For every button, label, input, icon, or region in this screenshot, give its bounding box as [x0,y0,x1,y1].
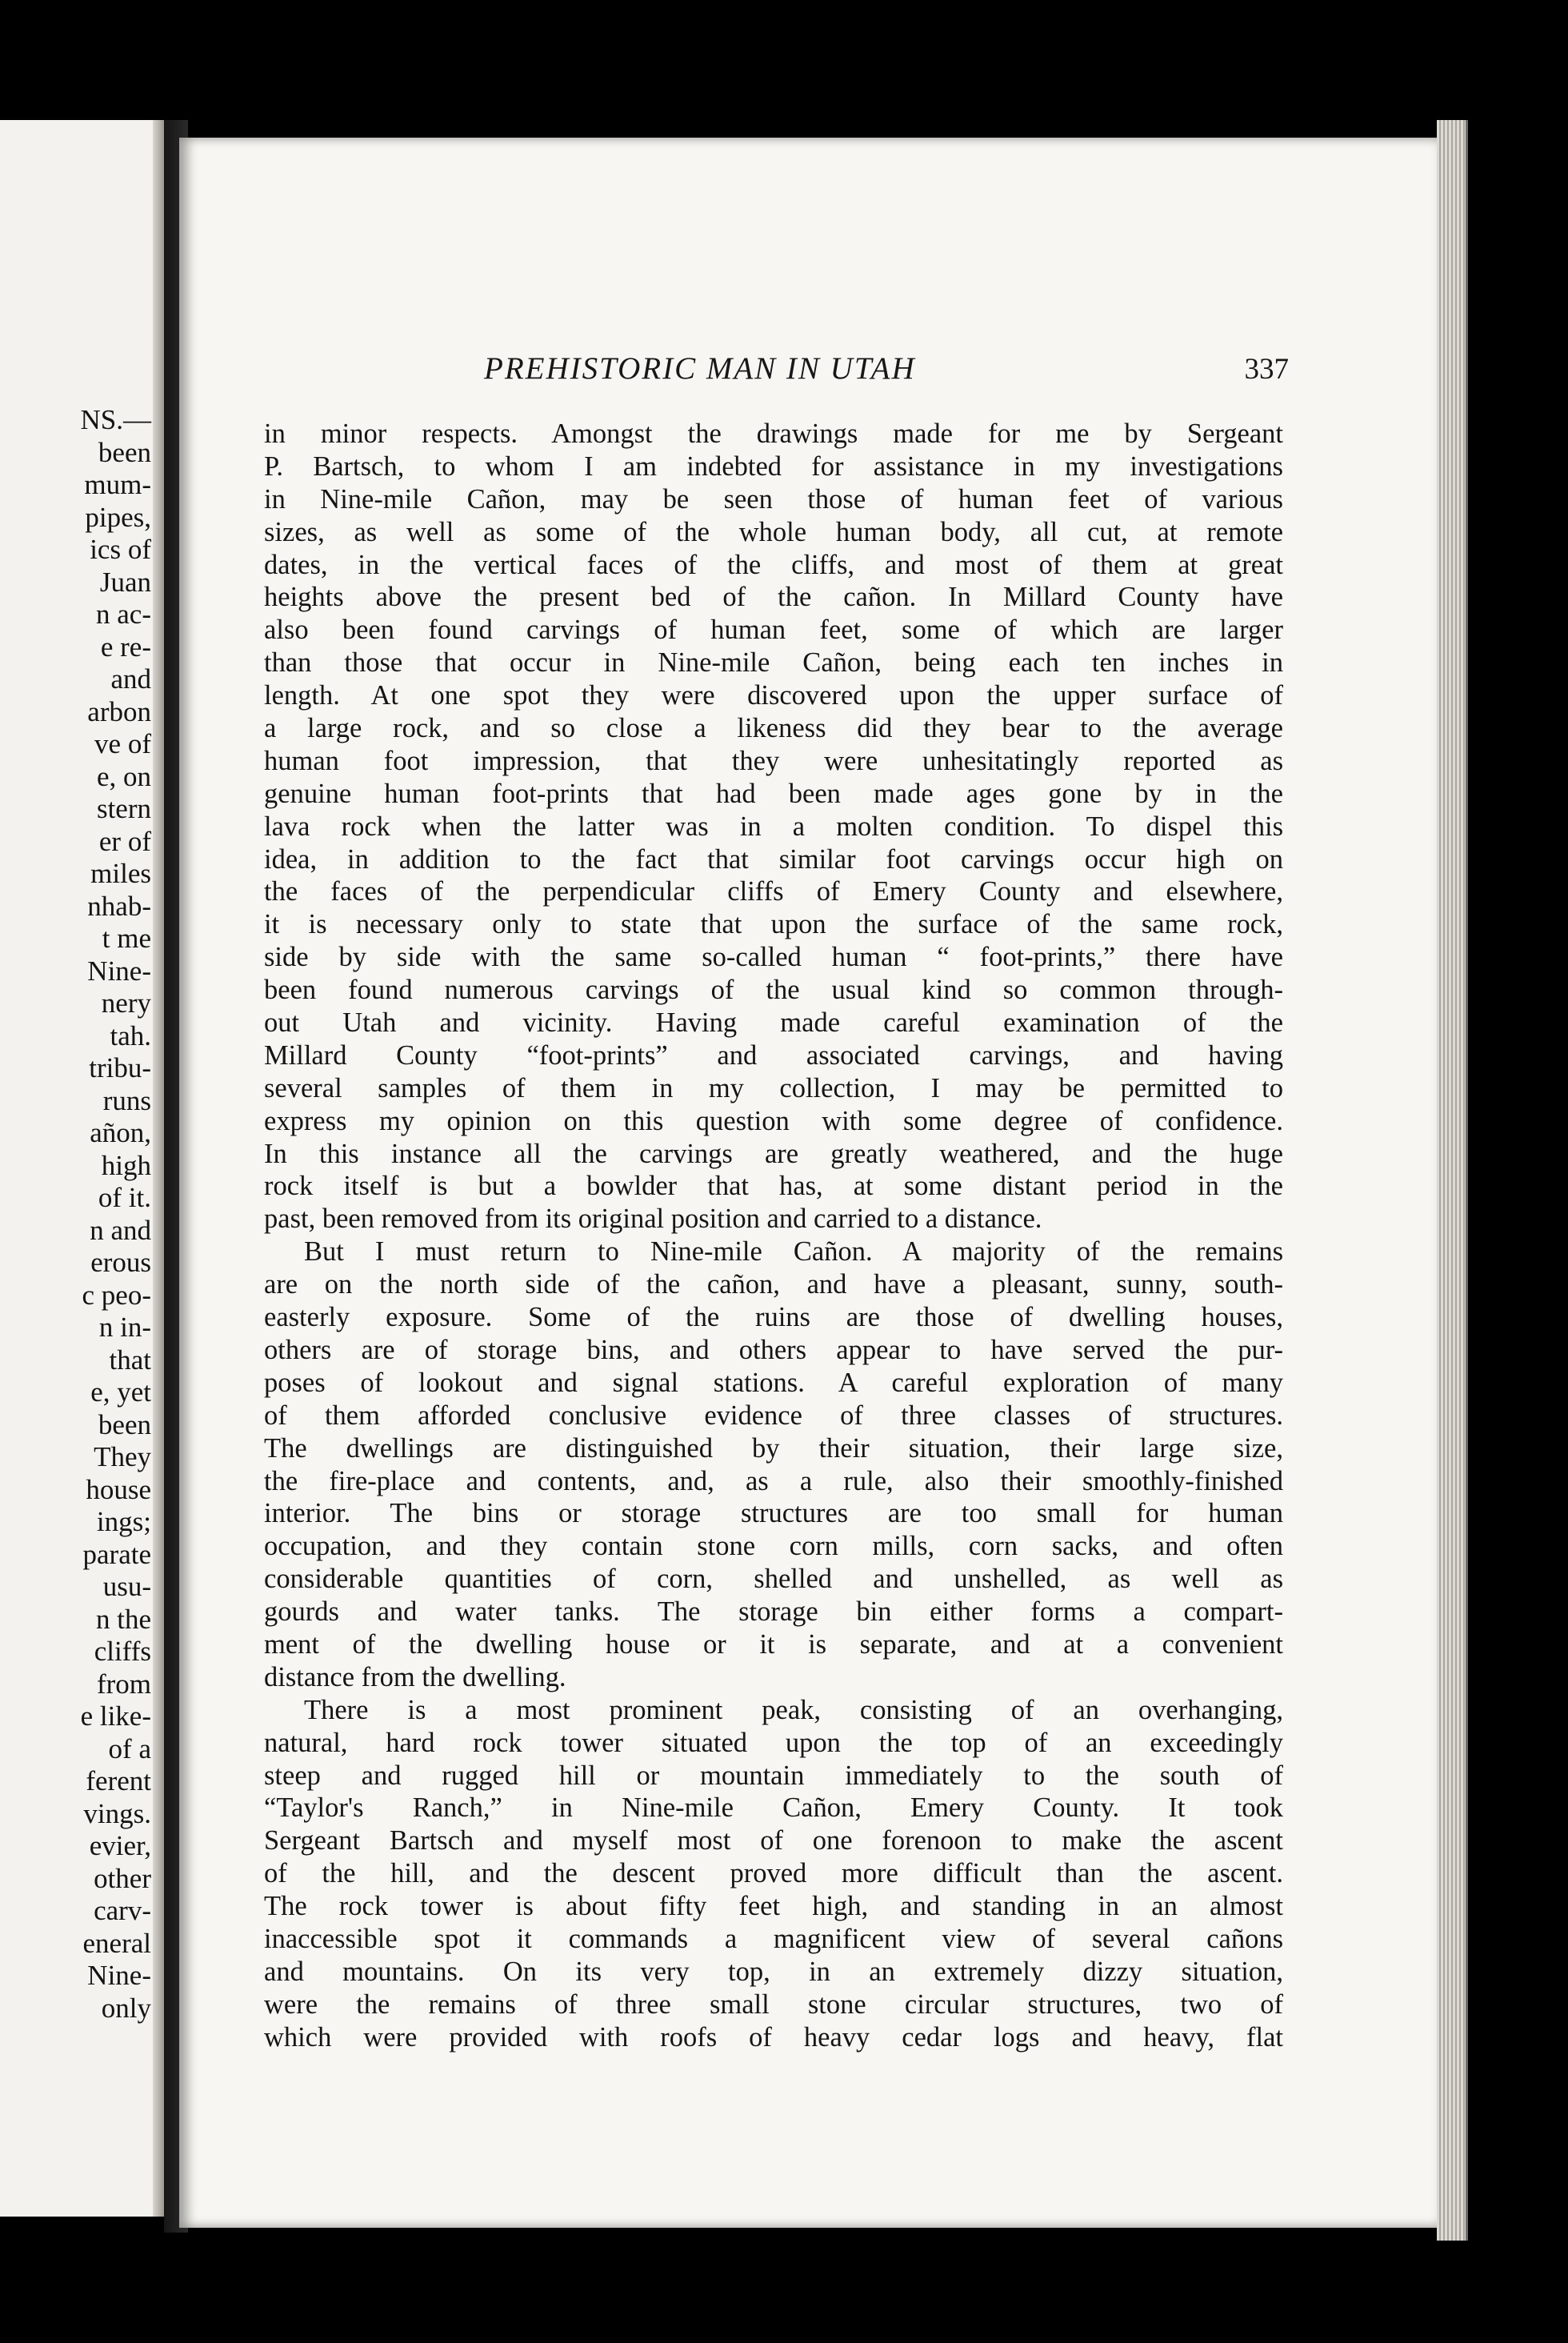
text-line: which were provided with roofs of heavy cedar logs and heavy, flat [264,2021,1283,2053]
facing-page-line: stern [96,793,151,824]
facing-page-line: n the [95,1603,151,1635]
facing-page-line: n and [90,1214,151,1246]
facing-page-line: e re- [100,631,151,663]
text-line: and mountains. On its very top, in an extremely dizzy situation, [264,1956,1283,1987]
facing-page-line: high [101,1149,151,1181]
facing-page-line: from [96,1668,151,1700]
text-line: interior. The bins or storage structures are too small for human [264,1498,1283,1529]
page-edge-stack [1437,120,1468,2241]
text-line: distance from the dwelling. [264,1661,566,1692]
facing-page-line: of it. [98,1182,151,1213]
text-line: genuine human foot-prints that had been made ages gone by in the [264,778,1283,809]
text-line: than those that occur in Nine-mile Cañon, being each ten inches in [264,647,1283,679]
text-line: in minor respects. Amongst the drawings made for me by Sergeant [264,419,1283,449]
text-line: ment of the dwelling house or it is separate, and at a convenient [264,1628,1283,1660]
text-line: past, been removed from its original position and carried to a distance. [264,1204,1042,1235]
facing-page-line: ics of [90,534,151,565]
facing-page-line: carv- [94,1895,151,1926]
text-line: several samples of them in my collection, I may be permitted to [264,1072,1283,1103]
text-line: it is necessary only to state that upon the surface of the same rock, [264,909,1283,940]
facing-page-line: vings. [83,1797,151,1829]
text-line: Millard County “foot-prints” and associated carvings, and having [264,1039,1283,1071]
facing-page-gutter-shadow [153,120,164,2217]
facing-page-line: that [109,1344,151,1376]
facing-page-line: other [94,1862,151,1894]
facing-page [0,120,164,2217]
text-line: P. Bartsch, to whom I am indebted for assistance in my investigations [264,451,1283,482]
facing-page-line: erous [90,1247,151,1278]
text-line: The dwellings are distinguished by their situation, their large size, [264,1432,1283,1464]
facing-page-line: c peo- [82,1279,151,1311]
facing-page-line: They [94,1441,151,1472]
text-line: been found numerous carvings of the usual kind so common through- [264,975,1283,1006]
text-line: express my opinion on this question with some degree of confidence. [264,1105,1283,1136]
text-line: idea, in addition to the fact that similar foot carvings occur high on [264,843,1283,875]
facing-page-line: t me [102,923,151,954]
facing-page-line: miles [90,858,151,889]
facing-page-line: been [98,1408,151,1440]
facing-page-line: añon, [90,1117,151,1148]
facing-page-line: pipes, [85,501,151,533]
facing-page-line: house [86,1473,151,1505]
text-line: the fire-place and contents, and, as a rule, also their smoothly-finished [264,1465,1283,1496]
facing-page-line: Juan [99,566,151,598]
text-line: of the hill, and the descent proved more difficult than the ascent. [264,1858,1283,1889]
text-line: heights above the present bed of the cañon. In Millard County have [264,582,1283,613]
text-line: dates, in the vertical faces of the cliffs, and most of them at great [264,549,1283,580]
text-line: The rock tower is about fifty feet high, and standing in an almost [264,1891,1283,1922]
text-line: In this instance all the carvings are greatly weathered, and the huge [264,1138,1283,1169]
facing-page-line: parate [82,1538,151,1570]
text-line: considerable quantities of corn, shelled and unshelled, as well as [264,1564,1283,1595]
facing-page-line: ve of [94,728,151,759]
facing-page-text [0,404,151,2025]
facing-page-line: e, yet [90,1376,151,1408]
text-line: Sergeant Bartsch and myself most of one forenoon to make the ascent [264,1825,1283,1856]
facing-page-line: tribu- [89,1052,151,1083]
facing-page-line: ferent [86,1765,151,1796]
facing-page-line: tah. [110,1019,151,1051]
facing-page-line: usu- [102,1571,151,1602]
text-line: side by side with the same so-called human “ foot-prints,” there have [264,942,1283,973]
text-line: occupation, and they contain stone corn mills, corn sacks, and often [264,1531,1283,1562]
facing-page-line: Nine- [87,1960,151,1991]
text-line: poses of lookout and signal stations. A careful exploration of many [264,1367,1283,1398]
text-line: human foot impression, that they were unhesitatingly reported as [264,745,1283,776]
text-line: lava rock when the latter was in a molten condition. To dispel this [264,811,1283,842]
facing-page-line: e, on [96,760,151,792]
facing-page-line: cliffs [94,1636,151,1667]
text-line: natural, hard rock tower situated upon the top of an exceedingly [264,1727,1283,1758]
text-line: But I must return to Nine-mile Cañon. A majority of the remains [304,1236,1283,1268]
facing-page-line: mum- [84,469,151,500]
text-line: There is a most prominent peak, consisting of an overhanging, [304,1694,1283,1725]
facing-page-line: NS.— [80,404,151,435]
text-line: sizes, as well as some of the whole human body, all cut, at remote [264,516,1283,547]
facing-page-line: n ac- [96,599,151,630]
text-line: steep and rugged hill or mountain immediately to the south of [264,1760,1283,1791]
page-number: 337 [1244,353,1289,386]
text-line: a large rock, and so close a likeness did they bear to the average [264,713,1283,744]
text-line: “Taylor's Ranch,” in Nine-mile Cañon, Emery County. It took [264,1792,1283,1824]
text-line: rock itself is but a bowlder that has, at some distant period in the [264,1171,1283,1202]
facing-page-line: er of [98,825,151,857]
text-line: others are of storage bins, and others appear to have served the pur- [264,1334,1283,1365]
facing-page-line: and [110,663,151,695]
text-line: are on the north side of the cañon, and have a pleasant, sunny, south- [264,1269,1283,1300]
text-line: also been found carvings of human feet, some of which are larger [264,615,1283,646]
text-line: the faces of the perpendicular cliffs of Emery County and elsewhere, [264,876,1283,907]
text-line: out Utah and vicinity. Having made careful examination of the [264,1007,1283,1039]
running-head-title: PREHISTORIC MAN IN UTAH [484,351,916,386]
facing-page-line: of a [108,1732,151,1764]
text-line: gourds and water tanks. The storage bin either forms a compart- [264,1596,1283,1628]
facing-page-line: nery [101,987,151,1019]
facing-page-line: e like- [80,1700,151,1732]
facing-page-line: runs [102,1084,151,1116]
text-line: easterly exposure. Some of the ruins are those of dwelling houses, [264,1302,1283,1333]
body-text [264,418,1283,2054]
text-line: were the remains of three small stone circular structures, two of [264,1989,1283,2020]
text-line: in Nine-mile Cañon, may be seen those of human feet of various [264,483,1283,515]
text-line: length. At one spot they were discovered upon the upper surface of [264,680,1283,711]
facing-page-line: Nine- [87,955,151,987]
facing-page-line: ings; [96,1506,151,1537]
facing-page-line: evier, [89,1830,151,1861]
facing-page-line: eneral [82,1927,151,1959]
text-line: inaccessible spot it commands a magnificent view of several cañons [264,1923,1283,1954]
facing-page-line: been [98,436,151,468]
facing-page-line: nhab- [87,890,151,922]
text-line: of them afforded conclusive evidence of three classes of structures. [264,1400,1283,1431]
facing-page-line: arbon [87,695,151,727]
facing-page-line: only [101,1992,151,2024]
facing-page-line: n in- [98,1312,151,1343]
